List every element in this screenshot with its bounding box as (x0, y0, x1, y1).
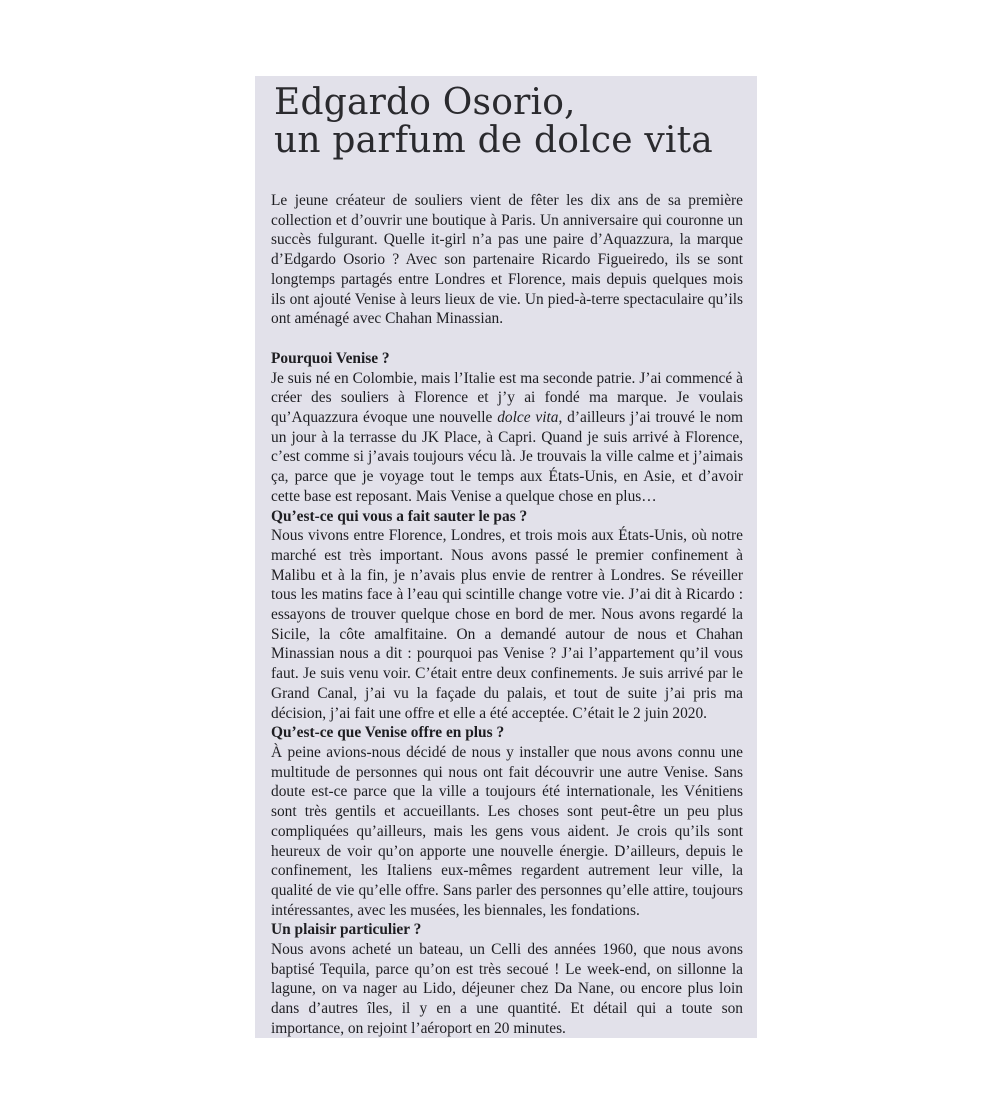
question-1: Pourquoi Venise ? (271, 349, 390, 367)
answer-4: Nous avons acheté un bateau, un Celli des années 1960, que nous avons baptisé Tequila, parce qu’on est très secoué ! Le week-end, on sillonne la lagune, on va nager au Lido, déjeuner chez Da Nane, ou encore plus loin dans d’autres îles, il y en a une quantité. Et détail qui a toute son importance, on rejoint l’aéroport en 20 minutes. (271, 941, 743, 1037)
article-intro: Le jeune créateur de souliers vient de fêter les dix ans de sa première collection et d’ouvrir une boutique à Paris. Un anniversaire qui couronne un succès fulgurant. Quelle it-girl n’a pas une paire d’Aquazzura, la marque d’Edgardo Osorio ? Avec son partenaire Ricardo Figueiredo, ils se sont longtemps partagés entre Londres et Florence, mais depuis quelques mois ils ont ajouté Venise à leurs lieux de vie. Un pied-à-terre spectaculaire qu’ils ont aménagé avec Chahan Minassian. (271, 192, 743, 328)
article-title (274, 84, 743, 160)
answer-1-text-b: , d’ailleurs j’ai trouvé le nom un jour à la terrasse du JK Place, à Capri. Quand je suis arrivé à Florence, c’est comme si j’avais toujours vécu là. Je trouvais la ville calme et j’aimais ça, parce que je voyage tout le temps aux États-Unis, en Asie, et d’avoir cette base est reposant. Mais Venise a quelque chose en plus… (271, 409, 743, 505)
answer-1-text-a: Je suis né en Colombie, mais l’Italie est ma seconde patrie. J’ai commencé à créer des souliers à Florence et j’y ai fondé ma marque. Je voulais qu’Aquazzura évoque une nouvelle (271, 369, 743, 427)
article-clipping (255, 76, 757, 1038)
question-3: Qu’est-ce que Venise offre en plus ? (271, 724, 505, 742)
qa-section (271, 349, 743, 1038)
answer-1-italic: dolce vita (497, 409, 559, 427)
question-2: Qu’est-ce qui vous a fait sauter le pas ? (271, 507, 528, 525)
article-body (271, 191, 743, 1038)
question-4: Un plaisir particulier ? (271, 921, 422, 939)
answer-2: Nous vivons entre Florence, Londres, et trois mois aux États-Unis, où notre marché est très important. Nous avons passé le premier confinement à Malibu et à la fin, je n’avais plus envie de rentrer à Londres. Se réveiller tous les matins face à l’eau qui scintille change votre vie. J’ai dit à Ricardo : essayons de trouver quelque chose en bord de mer. Nous avons regardé la Sicile, la côte amalfitaine. On a demandé autour de nous et Chahan Minassian nous a dit : pourquoi pas Venise ? J’ai l’appartement qu’il vous faut. Je suis venu voir. C’était entre deux confinements. Je suis arrivé par le Grand Canal, j’ai vu la façade du palais, et tout de suite j’ai pris ma décision, j’ai fait une offre et elle a été acceptée. C’était le 2 juin 2020. (271, 527, 743, 722)
title-line-1: Edgardo Osorio, (274, 82, 576, 123)
answer-3: À peine avions-nous décidé de nous y installer que nous avons connu une multitude de personnes qui nous ont fait découvrir une autre Venise. Sans doute est-ce parce que la ville a toujours été internationale, les Vénitiens sont très gentils et accueillants. Les choses sont peut-être un peu plus compliquées qu’ailleurs, mais les gens vous aident. Je crois qu’ils sont heureux de voir qu’on apporte une nouvelle énergie. D’ailleurs, depuis le confinement, les Italiens eux-mêmes regardent autrement leur ville, la qualité de vie qu’elle offre. Sans parler des personnes qu’elle attire, toujours intéressantes, avec les musées, les biennales, les fondations. (271, 743, 743, 919)
title-line-2: un parfum de dolce vita (274, 120, 713, 161)
answer-1 (271, 369, 743, 507)
